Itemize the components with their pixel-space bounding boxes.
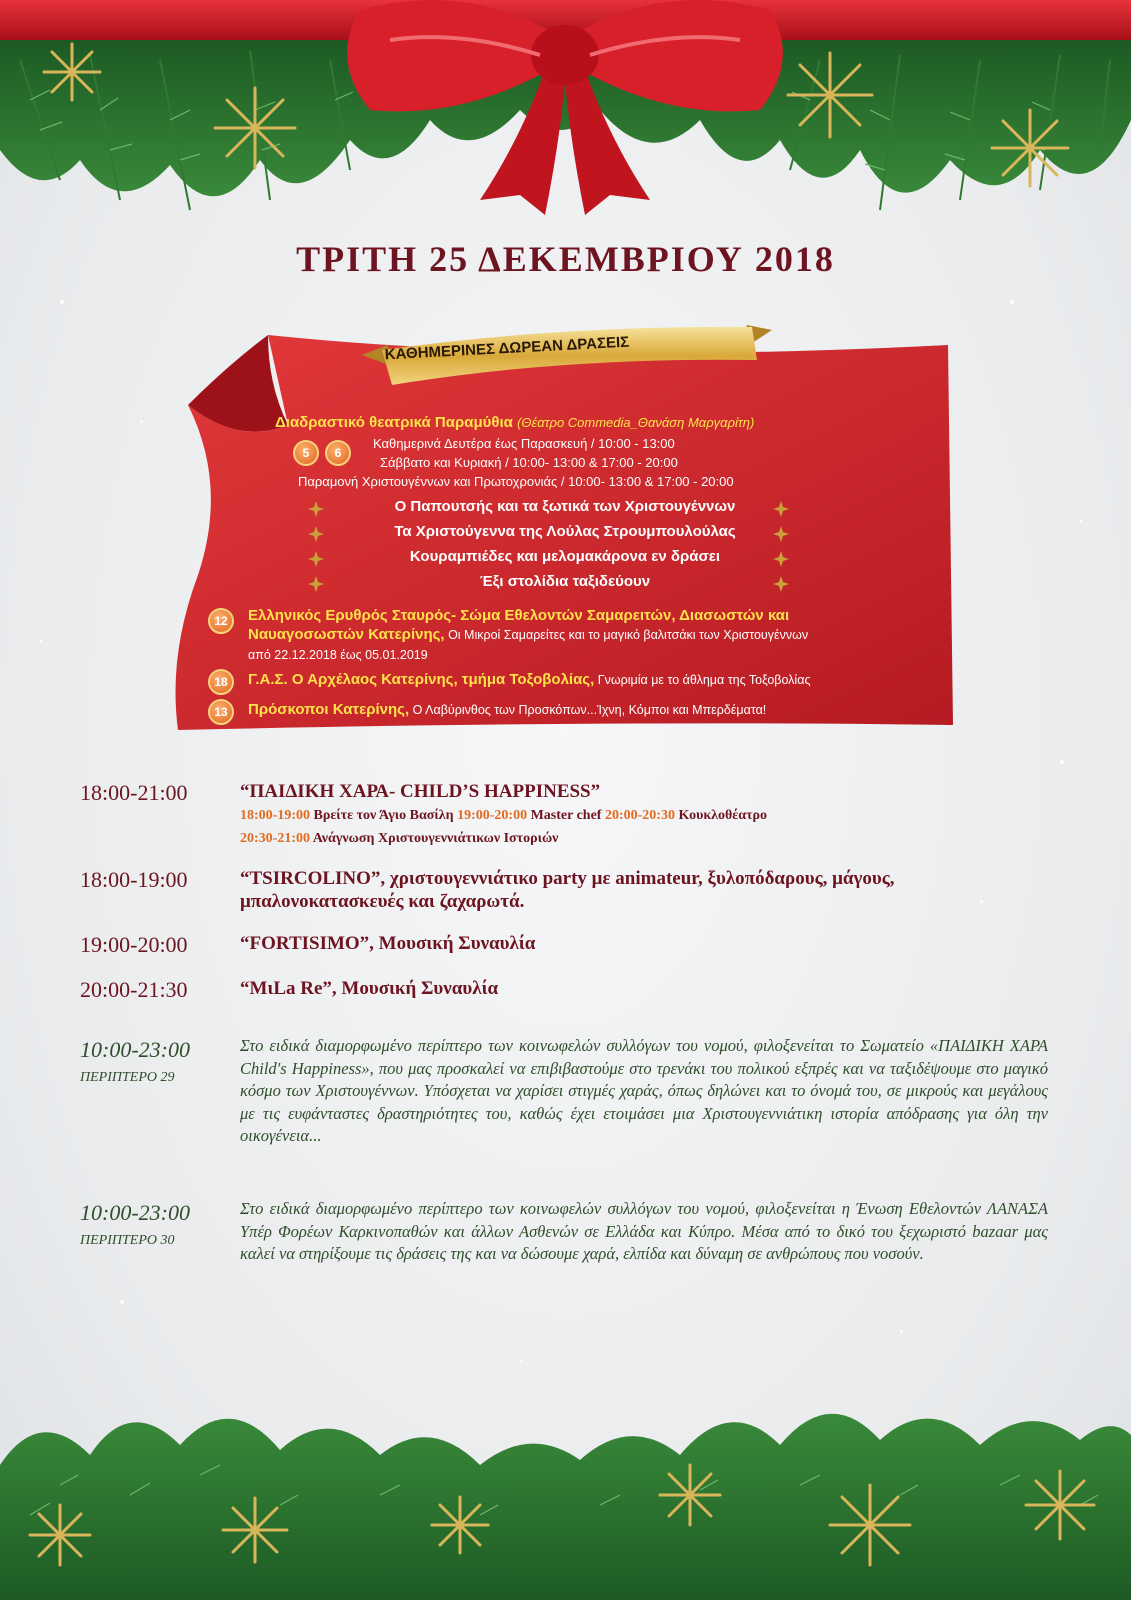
event-time: 19:00-20:00 bbox=[80, 932, 188, 957]
theatre-venue: (Θέατρο Commedia_Θανάση Μαργαρίτη) bbox=[517, 415, 755, 430]
story-1: Ο Παπουτσής και τα ξωτικά των Χριστουγέννων bbox=[394, 498, 736, 515]
story-2: Τα Χριστούγεννα της Λούλας Στρουμπουλούλας bbox=[394, 523, 736, 540]
badge-12: 12 bbox=[208, 608, 234, 634]
event-title: “TSIRCOLINO”, χριστουγεννιάτικο party με animateur, ξυλοπόδαρους, μάγους, μπαλονοκατασκευές και ζαχαρωτά. bbox=[240, 868, 895, 912]
sub-activity: Βρείτε τον Άγιο Βασίλη bbox=[310, 808, 458, 823]
star-icon bbox=[308, 551, 324, 567]
star-icon bbox=[773, 501, 789, 517]
schedule-weekend: Σάββατο και Κυριακή / 10:00- 13:00 & 17:00 - 20:00 bbox=[380, 455, 678, 470]
event-time: 18:00-19:00 bbox=[80, 867, 188, 892]
star-icon bbox=[308, 526, 324, 542]
red-cross-line2 bbox=[248, 626, 808, 643]
badge-13: 13 bbox=[208, 699, 234, 725]
badge-6: 6 bbox=[325, 440, 351, 466]
star-icon bbox=[308, 576, 324, 592]
red-cross-org: Ναυαγοσωστών Κατερίνης, bbox=[248, 626, 445, 643]
sub-time: 20:30-21:00 bbox=[240, 831, 310, 846]
story-4: Έξι στολίδια ταξιδεύουν bbox=[479, 573, 651, 590]
kiosk-time: 10:00-23:00 bbox=[80, 1200, 190, 1225]
red-cross-dates: από 22.12.2018 έως 05.01.2019 bbox=[248, 648, 428, 662]
sub-time: 20:00-20:30 bbox=[604, 808, 675, 823]
theatre-heading bbox=[275, 414, 754, 431]
kiosk-description: Στο ειδικά διαμορφωμένο περίπτερο των κοινωφελών συλλόγων του νομού, φιλοξενείται η Ένωση Εθελοντών ΛΑΝΑΣΑ Υπέρ Φορέων Καρκινοπαθών και άλλων Ασθενών σε Ελλάδα και Κύπρο. Μέσα από το δικό του ξεχωριστό bazaar μας καλεί να στηρίξουμε τις δράσεις της και να δώσουμε χαρά, ελπίδα και δύναμη σε ανθρώπους που νοσούν. bbox=[240, 1199, 1048, 1263]
kiosk-time: 10:00-23:00 bbox=[80, 1037, 190, 1062]
star-icon bbox=[773, 551, 789, 567]
badge-18: 18 bbox=[208, 669, 234, 695]
red-cross-activity: Οι Μικροί Σαμαρείτες και το μαγικό βαλιτσάκι των Χριστουγέννων bbox=[444, 628, 809, 642]
schedule-holiday-eves: Παραμονή Χριστουγέννων και Πρωτοχρονιάς / 10:00- 13:00 & 17:00 - 20:00 bbox=[298, 474, 734, 489]
page-title-date: ΤΡΙΤΗ 25 ΔΕΚΕΜΒΡΙΟΥ 2018 bbox=[296, 239, 835, 279]
ribbon-title: ΚΑΘΗΜΕΡΙΝΕΣ ΔΩΡΕΑΝ ΔΡΑΣΕΙΣ bbox=[384, 333, 630, 364]
schedule-weekdays: Καθημερινά Δευτέρα έως Παρασκευή / 10:00 - 13:00 bbox=[373, 436, 675, 451]
sub-time: 18:00-19:00 bbox=[240, 808, 310, 823]
theatre-title: Διαδραστικό θεατρικά Παραμύθια bbox=[275, 414, 513, 431]
event-subschedule-line1 bbox=[240, 808, 767, 824]
star-icon bbox=[773, 526, 789, 542]
sub-activity: Master chef bbox=[527, 808, 605, 823]
archery-activity: Γνωριμία με το άθλημα της Τοξοβολίας bbox=[594, 673, 811, 687]
kiosk-location: ΠΕΡΙΠΤΕΡΟ 30 bbox=[80, 1233, 175, 1248]
kiosk-description: Στο ειδικά διαμορφωμένο περίπτερο των κοινωφελών συλλόγων του νομού, φιλοξενείται το Σωματείο «ΠΑΙΔΙΚΗ ΧΑΡΑ Child's Happiness», που μας προσκαλεί να επιβιβαστούμε στο τρενάκι του πολικού εξπρές και να ταξιδέψουμε στο μαγικό κόσμο των Χριστουγέννων. Υπόσχεται να χαρίσει στιγμές χαράς, όπως δηλώνει και το όνομά του, σε μικρούς και μεγάλους με τις ευφάνταστες δραστηριότητες του, καθώς έχει ετοιμάσει μια Χριστουγεννιάτικη ιστορία απόδρασης για όλη την οικογένεια... bbox=[240, 1036, 1048, 1145]
event-time: 18:00-21:00 bbox=[80, 780, 188, 805]
story-3: Κουραμπιέδες και μελομακάρονα εν δράσει bbox=[409, 548, 721, 565]
red-cross-line1: Ελληνικός Ερυθρός Σταυρός- Σώμα Εθελοντών Σαμαρειτών, Διασωστών και bbox=[248, 607, 790, 624]
top-garland-bow-decoration bbox=[0, 0, 1131, 240]
event-title: “ΠΑΙΔΙΚΗ ΧΑΡΑ- CHILD’S HAPPINESS” bbox=[240, 781, 601, 802]
archery-line bbox=[248, 671, 810, 688]
star-icon bbox=[308, 501, 324, 517]
archery-org: Γ.Α.Σ. Ο Αρχέλαος Κατερίνης, τμήμα Τοξοβολίας, bbox=[248, 671, 595, 688]
kiosk-location: ΠΕΡΙΠΤΕΡΟ 29 bbox=[80, 1070, 175, 1085]
scouts-activity: Ο Λαβύρινθος των Προσκόπων...Ίχνη, Κόμποι και Μπερδέματα! bbox=[409, 703, 767, 717]
sub-activity: Ανάγνωση Χριστουγεννιάτικων Ιστοριών bbox=[310, 831, 559, 846]
event-time: 20:00-21:30 bbox=[80, 977, 188, 1002]
sub-activity: Κουκλοθέατρο bbox=[674, 808, 768, 823]
star-icon bbox=[773, 576, 789, 592]
sub-time: 19:00-20:00 bbox=[457, 808, 528, 823]
event-title: “MιLa Re”, Μουσική Συναυλία bbox=[240, 978, 499, 999]
event-subschedule-line2 bbox=[240, 831, 558, 847]
scouts-org: Πρόσκοποι Κατερίνης, bbox=[248, 701, 410, 718]
bottom-garland-decoration bbox=[0, 1395, 1131, 1600]
badge-5: 5 bbox=[293, 440, 319, 466]
event-title: “FORTISIMO”, Μουσική Συναυλία bbox=[240, 933, 536, 954]
scouts-line bbox=[248, 701, 766, 718]
